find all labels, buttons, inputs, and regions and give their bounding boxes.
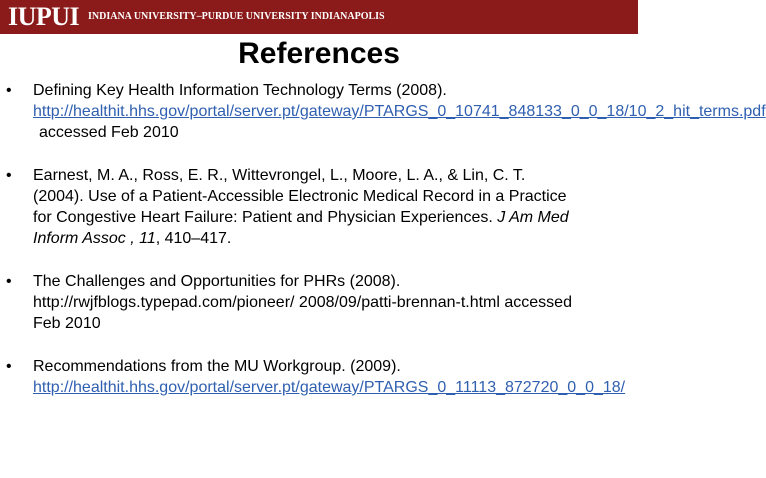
reference-text: Defining Key Health Information Technology Terms (2008). [33, 82, 447, 99]
reference-line: http://rwjfblogs.typepad.com/pioneer/ 2008/09/patti-brennan-t.html accessed [33, 294, 572, 311]
reference-item-3 [0, 271, 638, 334]
bullet-icon: • [6, 82, 12, 99]
reference-text: Recommendations from the MU Workgroup. (2009). [33, 358, 401, 375]
bullet-icon: • [6, 167, 12, 184]
reference-list [0, 80, 766, 420]
bullet-icon: • [6, 358, 12, 375]
reference-line: (2004). Use of a Patient-Accessible Electronic Medical Record in a Practice [33, 188, 567, 205]
iupui-logo: IUPUI [8, 2, 80, 31]
reference-item-1 [0, 80, 766, 143]
header-banner [0, 0, 638, 34]
reference-line: Inform Assoc , 11, 410–417. [33, 230, 232, 247]
reference-item-4 [0, 356, 638, 398]
reference-link[interactable]: http://healthit.hhs.gov/portal/server.pt/gateway/PTARGS_0_10741_848133_0_0_18/10_2_hit_terms.pdf [33, 103, 766, 120]
reference-item-2 [0, 165, 638, 249]
reference-line: Earnest, M. A., Ross, E. R., Wittevrongel, L., Moore, L. A., & Lin, C. T. [33, 167, 526, 184]
reference-accessed: accessed Feb 2010 [39, 124, 179, 141]
reference-line: Feb 2010 [33, 315, 101, 332]
page-title: References [238, 37, 400, 70]
reference-link[interactable]: http://healthit.hhs.gov/portal/server.pt/gateway/PTARGS_0_11113_872720_0_0_18/ [33, 379, 626, 396]
journal-volume: Inform Assoc , 11 [33, 230, 156, 247]
journal-name: J Am Med [497, 209, 569, 226]
bullet-icon: • [6, 273, 12, 290]
reference-line: The Challenges and Opportunities for PHRs (2008). [33, 273, 401, 290]
reference-line: for Congestive Heart Failure: Patient and Physician Experiences. J Am Med [33, 209, 569, 226]
banner-tagline: INDIANA UNIVERSITY–PURDUE UNIVERSITY INDIANAPOLIS [88, 11, 385, 22]
